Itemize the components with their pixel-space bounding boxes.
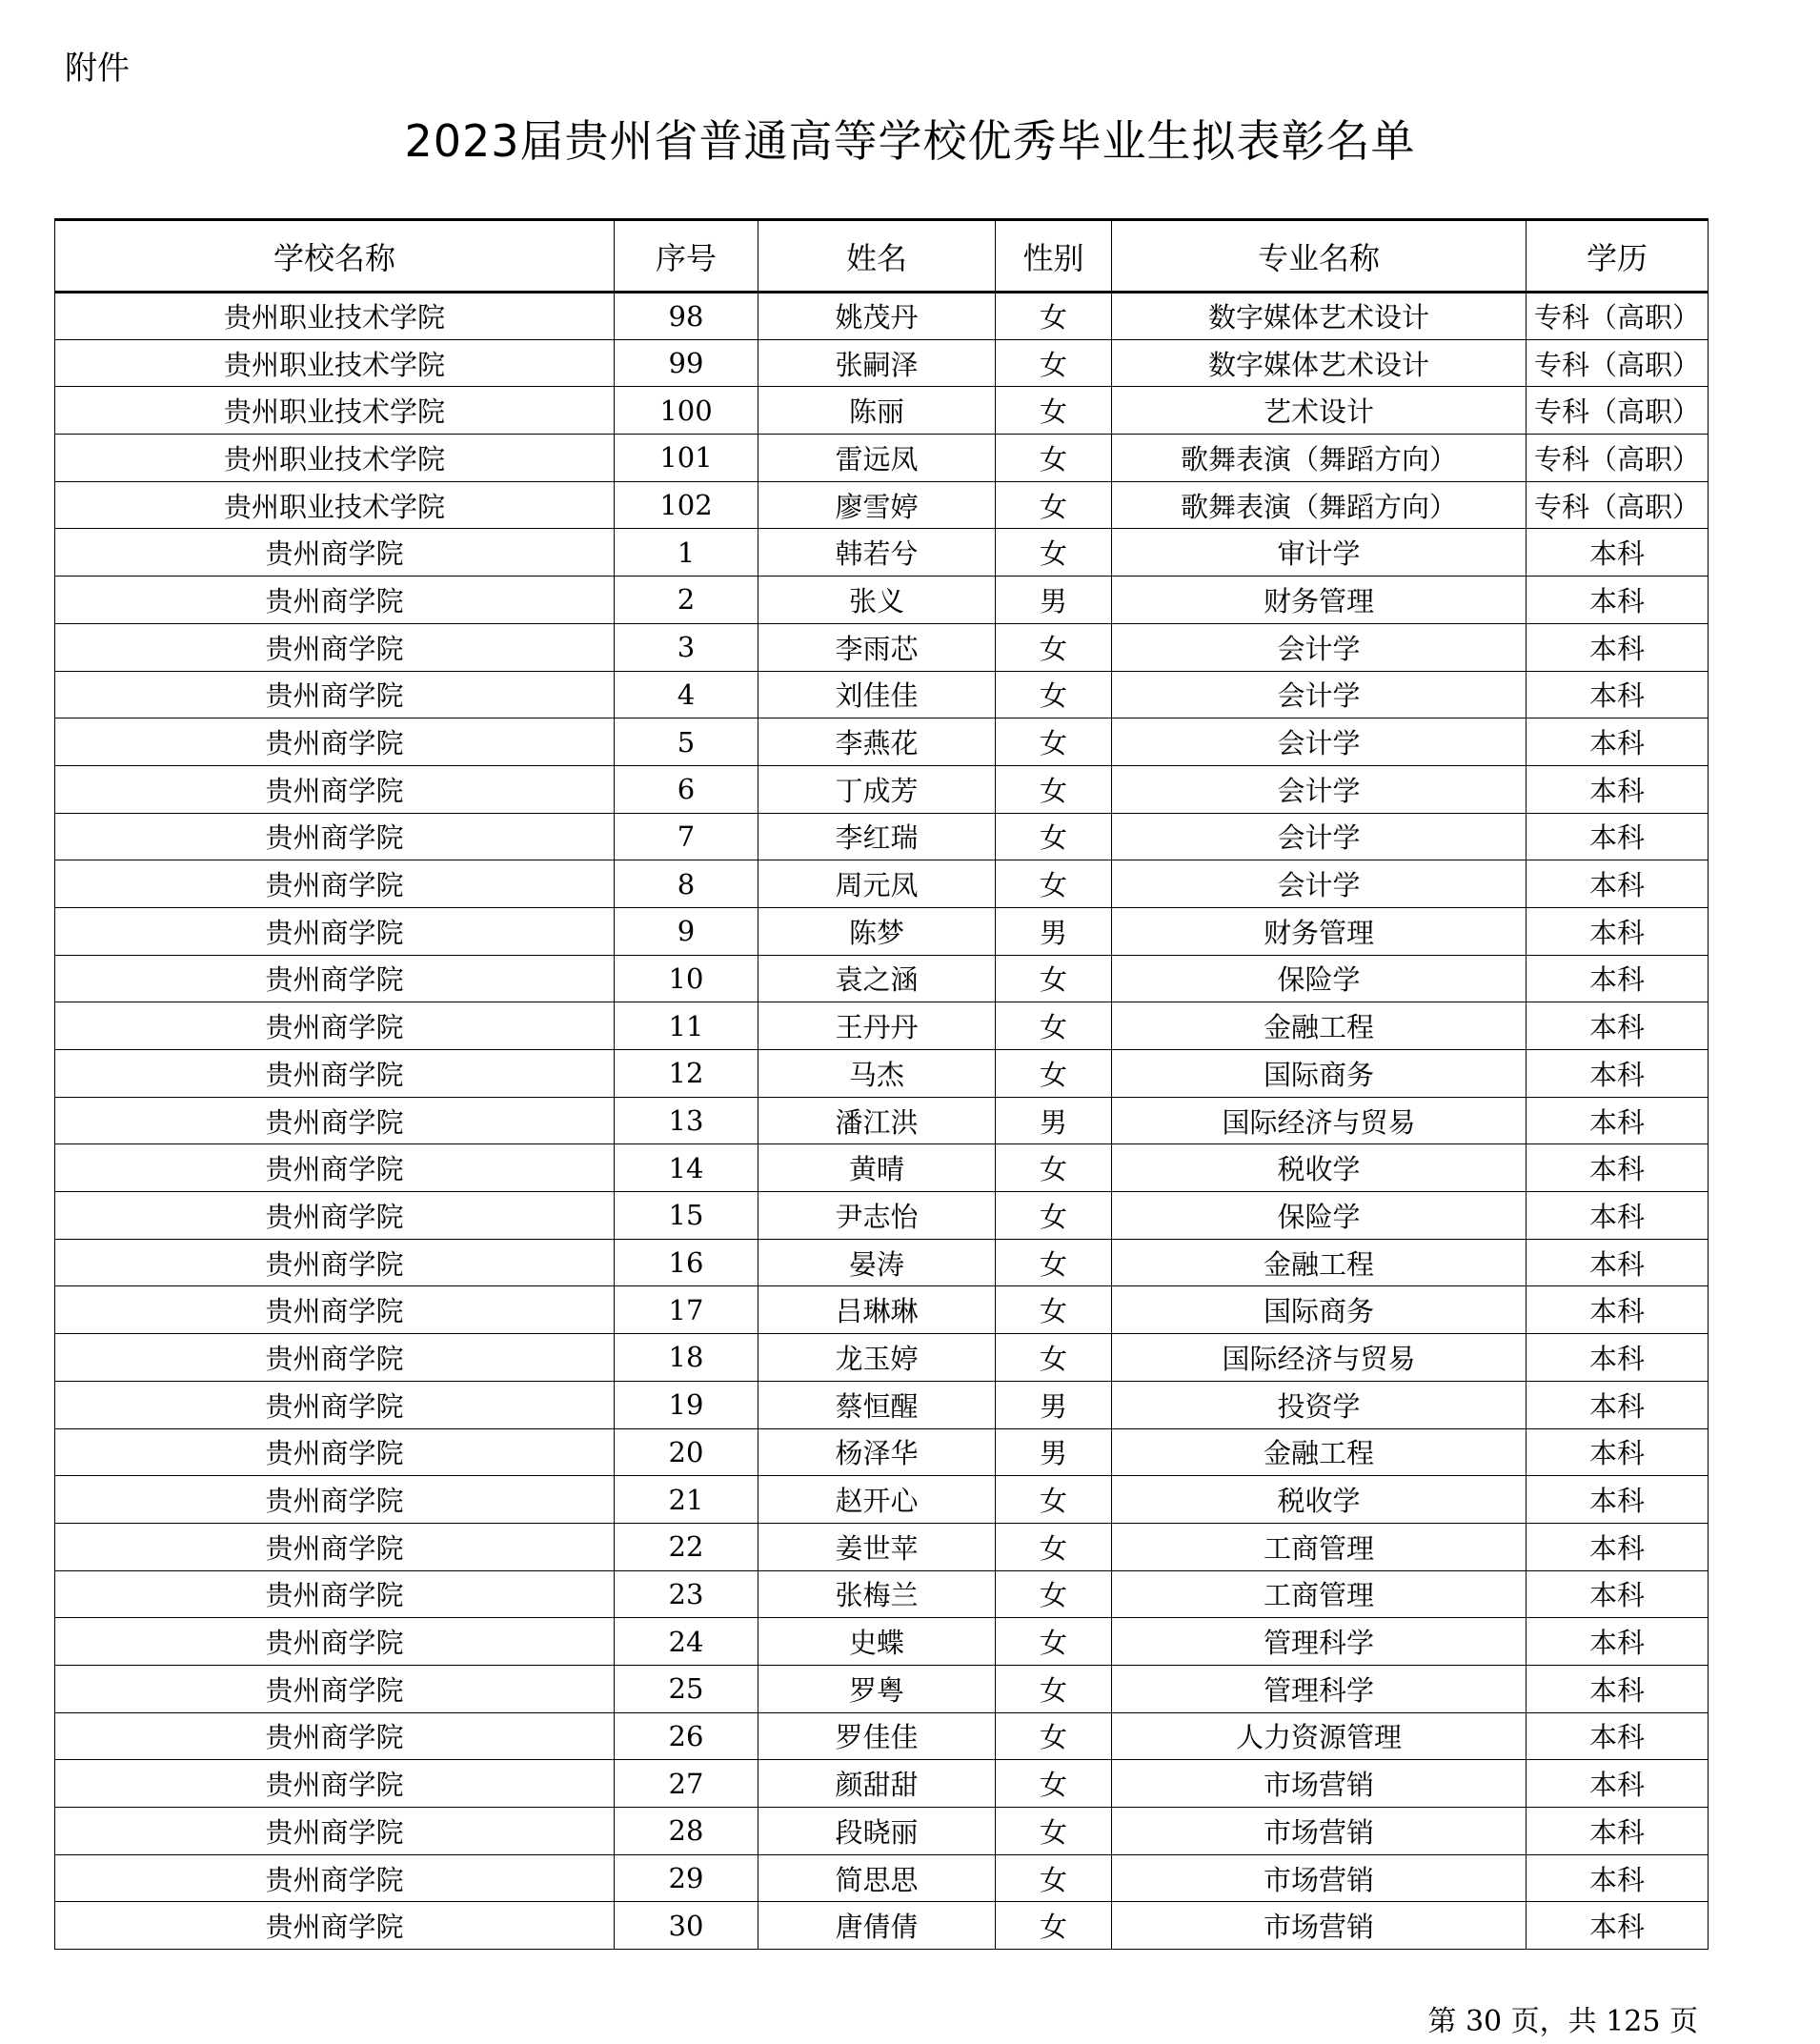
degree-cell: 本科 bbox=[1527, 1286, 1709, 1334]
table-row bbox=[55, 1618, 1709, 1666]
gender-cell: 女 bbox=[996, 718, 1112, 766]
table-row bbox=[55, 577, 1709, 624]
major-cell: 人力资源管理 bbox=[1112, 1712, 1527, 1760]
table-row bbox=[55, 671, 1709, 718]
table-row bbox=[55, 1476, 1709, 1524]
name-cell: 潘江洪 bbox=[758, 1097, 996, 1144]
column-header-number: 序号 bbox=[615, 220, 758, 293]
major-cell: 市场营销 bbox=[1112, 1760, 1527, 1808]
name-cell: 龙玉婷 bbox=[758, 1334, 996, 1382]
degree-cell: 本科 bbox=[1527, 623, 1709, 671]
gender-cell: 女 bbox=[996, 623, 1112, 671]
gender-cell: 女 bbox=[996, 1239, 1112, 1286]
name-cell: 蔡恒醒 bbox=[758, 1381, 996, 1428]
gender-cell: 女 bbox=[996, 1050, 1112, 1098]
degree-cell: 专科（高职） bbox=[1527, 387, 1709, 435]
column-header-major: 专业名称 bbox=[1112, 220, 1527, 293]
name-cell: 韩若兮 bbox=[758, 529, 996, 577]
table-row bbox=[55, 1570, 1709, 1618]
gender-cell: 男 bbox=[996, 907, 1112, 955]
name-cell: 张梅兰 bbox=[758, 1570, 996, 1618]
table-row bbox=[55, 435, 1709, 482]
gender-cell: 女 bbox=[996, 1854, 1112, 1902]
school-cell: 贵州商学院 bbox=[55, 1570, 615, 1618]
degree-cell: 本科 bbox=[1527, 1808, 1709, 1855]
degree-cell: 本科 bbox=[1527, 1334, 1709, 1382]
table-row bbox=[55, 1428, 1709, 1476]
school-cell: 贵州职业技术学院 bbox=[55, 339, 615, 387]
degree-cell: 本科 bbox=[1527, 813, 1709, 860]
number-cell: 7 bbox=[615, 813, 758, 860]
header-row bbox=[55, 220, 1709, 293]
school-cell: 贵州商学院 bbox=[55, 1428, 615, 1476]
gender-cell: 女 bbox=[996, 1902, 1112, 1950]
number-cell: 28 bbox=[615, 1808, 758, 1855]
page-number: 第 30 页，共 125 页 bbox=[1427, 2005, 1698, 2038]
school-cell: 贵州商学院 bbox=[55, 1476, 615, 1524]
major-cell: 管理科学 bbox=[1112, 1618, 1527, 1666]
number-cell: 4 bbox=[615, 671, 758, 718]
major-cell: 数字媒体艺术设计 bbox=[1112, 293, 1527, 340]
number-cell: 2 bbox=[615, 577, 758, 624]
name-cell: 袁之涵 bbox=[758, 955, 996, 1002]
table-row bbox=[55, 1192, 1709, 1240]
school-cell: 贵州商学院 bbox=[55, 1239, 615, 1286]
school-cell: 贵州商学院 bbox=[55, 813, 615, 860]
number-cell: 27 bbox=[615, 1760, 758, 1808]
school-cell: 贵州商学院 bbox=[55, 1050, 615, 1098]
degree-cell: 本科 bbox=[1527, 1902, 1709, 1950]
gender-cell: 男 bbox=[996, 1097, 1112, 1144]
column-header-school: 学校名称 bbox=[55, 220, 615, 293]
major-cell: 审计学 bbox=[1112, 529, 1527, 577]
name-cell: 罗佳佳 bbox=[758, 1712, 996, 1760]
number-cell: 12 bbox=[615, 1050, 758, 1098]
name-cell: 简思思 bbox=[758, 1854, 996, 1902]
school-cell: 贵州职业技术学院 bbox=[55, 293, 615, 340]
table-row bbox=[55, 481, 1709, 529]
degree-cell: 专科（高职） bbox=[1527, 293, 1709, 340]
table-row bbox=[55, 293, 1709, 340]
name-cell: 李雨芯 bbox=[758, 623, 996, 671]
major-cell: 税收学 bbox=[1112, 1144, 1527, 1192]
major-cell: 会计学 bbox=[1112, 860, 1527, 908]
degree-cell: 本科 bbox=[1527, 1192, 1709, 1240]
school-cell: 贵州商学院 bbox=[55, 671, 615, 718]
table-row bbox=[55, 1760, 1709, 1808]
name-cell: 陈丽 bbox=[758, 387, 996, 435]
degree-cell: 专科（高职） bbox=[1527, 481, 1709, 529]
school-cell: 贵州商学院 bbox=[55, 718, 615, 766]
column-header-gender: 性别 bbox=[996, 220, 1112, 293]
major-cell: 市场营销 bbox=[1112, 1808, 1527, 1855]
number-cell: 22 bbox=[615, 1523, 758, 1570]
gender-cell: 女 bbox=[996, 1665, 1112, 1712]
school-cell: 贵州商学院 bbox=[55, 955, 615, 1002]
major-cell: 财务管理 bbox=[1112, 577, 1527, 624]
column-header-name: 姓名 bbox=[758, 220, 996, 293]
major-cell: 市场营销 bbox=[1112, 1902, 1527, 1950]
major-cell: 会计学 bbox=[1112, 623, 1527, 671]
degree-cell: 专科（高职） bbox=[1527, 435, 1709, 482]
major-cell: 会计学 bbox=[1112, 813, 1527, 860]
number-cell: 13 bbox=[615, 1097, 758, 1144]
degree-cell: 本科 bbox=[1527, 765, 1709, 813]
degree-cell: 本科 bbox=[1527, 577, 1709, 624]
gender-cell: 女 bbox=[996, 1618, 1112, 1666]
gender-cell: 男 bbox=[996, 1381, 1112, 1428]
major-cell: 金融工程 bbox=[1112, 1428, 1527, 1476]
degree-cell: 本科 bbox=[1527, 1097, 1709, 1144]
table-row bbox=[55, 1381, 1709, 1428]
school-cell: 贵州商学院 bbox=[55, 1192, 615, 1240]
gender-cell: 男 bbox=[996, 1428, 1112, 1476]
table-row bbox=[55, 718, 1709, 766]
name-cell: 陈梦 bbox=[758, 907, 996, 955]
number-cell: 1 bbox=[615, 529, 758, 577]
name-cell: 廖雪婷 bbox=[758, 481, 996, 529]
table-row bbox=[55, 907, 1709, 955]
major-cell: 国际经济与贸易 bbox=[1112, 1334, 1527, 1382]
number-cell: 18 bbox=[615, 1334, 758, 1382]
major-cell: 国际商务 bbox=[1112, 1050, 1527, 1098]
gender-cell: 女 bbox=[996, 1144, 1112, 1192]
degree-cell: 本科 bbox=[1527, 1760, 1709, 1808]
name-cell: 晏涛 bbox=[758, 1239, 996, 1286]
page-title: 2023届贵州省普通高等学校优秀毕业生拟表彰名单 bbox=[404, 115, 1416, 167]
table-row bbox=[55, 1050, 1709, 1098]
school-cell: 贵州商学院 bbox=[55, 577, 615, 624]
name-cell: 杨泽华 bbox=[758, 1428, 996, 1476]
name-cell: 尹志怡 bbox=[758, 1192, 996, 1240]
gender-cell: 女 bbox=[996, 1570, 1112, 1618]
degree-cell: 本科 bbox=[1527, 529, 1709, 577]
gender-cell: 女 bbox=[996, 481, 1112, 529]
degree-cell: 本科 bbox=[1527, 1239, 1709, 1286]
name-cell: 王丹丹 bbox=[758, 1002, 996, 1050]
name-cell: 刘佳佳 bbox=[758, 671, 996, 718]
table-row bbox=[55, 623, 1709, 671]
number-cell: 25 bbox=[615, 1665, 758, 1712]
number-cell: 24 bbox=[615, 1618, 758, 1666]
table-row bbox=[55, 765, 1709, 813]
table-row bbox=[55, 529, 1709, 577]
table-row bbox=[55, 1097, 1709, 1144]
school-cell: 贵州商学院 bbox=[55, 1760, 615, 1808]
school-cell: 贵州职业技术学院 bbox=[55, 387, 615, 435]
table-row bbox=[55, 1144, 1709, 1192]
degree-cell: 本科 bbox=[1527, 1002, 1709, 1050]
major-cell: 歌舞表演（舞蹈方向） bbox=[1112, 435, 1527, 482]
gender-cell: 女 bbox=[996, 1760, 1112, 1808]
number-cell: 98 bbox=[615, 293, 758, 340]
school-cell: 贵州职业技术学院 bbox=[55, 435, 615, 482]
number-cell: 8 bbox=[615, 860, 758, 908]
name-cell: 吕琳琳 bbox=[758, 1286, 996, 1334]
name-cell: 周元凤 bbox=[758, 860, 996, 908]
table-row bbox=[55, 1854, 1709, 1902]
number-cell: 19 bbox=[615, 1381, 758, 1428]
degree-cell: 本科 bbox=[1527, 1570, 1709, 1618]
major-cell: 税收学 bbox=[1112, 1476, 1527, 1524]
number-cell: 102 bbox=[615, 481, 758, 529]
major-cell: 国际商务 bbox=[1112, 1286, 1527, 1334]
degree-cell: 本科 bbox=[1527, 671, 1709, 718]
degree-cell: 本科 bbox=[1527, 1050, 1709, 1098]
table-row bbox=[55, 813, 1709, 860]
name-cell: 姜世苹 bbox=[758, 1523, 996, 1570]
table-row bbox=[55, 1665, 1709, 1712]
degree-cell: 本科 bbox=[1527, 1854, 1709, 1902]
school-cell: 贵州商学院 bbox=[55, 1854, 615, 1902]
number-cell: 11 bbox=[615, 1002, 758, 1050]
name-cell: 张义 bbox=[758, 577, 996, 624]
number-cell: 9 bbox=[615, 907, 758, 955]
table-row bbox=[55, 955, 1709, 1002]
school-cell: 贵州商学院 bbox=[55, 623, 615, 671]
table-row bbox=[55, 1002, 1709, 1050]
school-cell: 贵州商学院 bbox=[55, 1618, 615, 1666]
name-cell: 丁成芳 bbox=[758, 765, 996, 813]
school-cell: 贵州商学院 bbox=[55, 1286, 615, 1334]
gender-cell: 女 bbox=[996, 860, 1112, 908]
degree-cell: 本科 bbox=[1527, 1144, 1709, 1192]
school-cell: 贵州商学院 bbox=[55, 1144, 615, 1192]
degree-cell: 本科 bbox=[1527, 907, 1709, 955]
degree-cell: 本科 bbox=[1527, 1712, 1709, 1760]
school-cell: 贵州商学院 bbox=[55, 1334, 615, 1382]
gender-cell: 女 bbox=[996, 955, 1112, 1002]
degree-cell: 本科 bbox=[1527, 860, 1709, 908]
name-cell: 唐倩倩 bbox=[758, 1902, 996, 1950]
column-header-degree: 学历 bbox=[1527, 220, 1709, 293]
major-cell: 数字媒体艺术设计 bbox=[1112, 339, 1527, 387]
table-row bbox=[55, 1523, 1709, 1570]
school-cell: 贵州商学院 bbox=[55, 1381, 615, 1428]
name-cell: 姚茂丹 bbox=[758, 293, 996, 340]
school-cell: 贵州职业技术学院 bbox=[55, 481, 615, 529]
number-cell: 101 bbox=[615, 435, 758, 482]
gender-cell: 女 bbox=[996, 1712, 1112, 1760]
number-cell: 20 bbox=[615, 1428, 758, 1476]
number-cell: 21 bbox=[615, 1476, 758, 1524]
school-cell: 贵州商学院 bbox=[55, 907, 615, 955]
major-cell: 国际经济与贸易 bbox=[1112, 1097, 1527, 1144]
degree-cell: 本科 bbox=[1527, 1428, 1709, 1476]
school-cell: 贵州商学院 bbox=[55, 529, 615, 577]
school-cell: 贵州商学院 bbox=[55, 1523, 615, 1570]
number-cell: 14 bbox=[615, 1144, 758, 1192]
name-cell: 雷远凤 bbox=[758, 435, 996, 482]
number-cell: 16 bbox=[615, 1239, 758, 1286]
name-cell: 赵开心 bbox=[758, 1476, 996, 1524]
school-cell: 贵州商学院 bbox=[55, 860, 615, 908]
gender-cell: 女 bbox=[996, 671, 1112, 718]
table-row bbox=[55, 1239, 1709, 1286]
degree-cell: 本科 bbox=[1527, 718, 1709, 766]
number-cell: 99 bbox=[615, 339, 758, 387]
gender-cell: 女 bbox=[996, 1334, 1112, 1382]
gender-cell: 女 bbox=[996, 1808, 1112, 1855]
gender-cell: 女 bbox=[996, 765, 1112, 813]
number-cell: 15 bbox=[615, 1192, 758, 1240]
table-body bbox=[55, 293, 1709, 1950]
number-cell: 23 bbox=[615, 1570, 758, 1618]
number-cell: 100 bbox=[615, 387, 758, 435]
school-cell: 贵州商学院 bbox=[55, 765, 615, 813]
major-cell: 财务管理 bbox=[1112, 907, 1527, 955]
major-cell: 会计学 bbox=[1112, 671, 1527, 718]
major-cell: 金融工程 bbox=[1112, 1239, 1527, 1286]
major-cell: 工商管理 bbox=[1112, 1570, 1527, 1618]
school-cell: 贵州商学院 bbox=[55, 1808, 615, 1855]
gender-cell: 女 bbox=[996, 435, 1112, 482]
degree-cell: 本科 bbox=[1527, 955, 1709, 1002]
number-cell: 5 bbox=[615, 718, 758, 766]
gender-cell: 女 bbox=[996, 1523, 1112, 1570]
major-cell: 保险学 bbox=[1112, 955, 1527, 1002]
gender-cell: 女 bbox=[996, 339, 1112, 387]
major-cell: 管理科学 bbox=[1112, 1665, 1527, 1712]
number-cell: 3 bbox=[615, 623, 758, 671]
school-cell: 贵州商学院 bbox=[55, 1002, 615, 1050]
number-cell: 10 bbox=[615, 955, 758, 1002]
gender-cell: 女 bbox=[996, 529, 1112, 577]
major-cell: 会计学 bbox=[1112, 765, 1527, 813]
number-cell: 6 bbox=[615, 765, 758, 813]
gender-cell: 女 bbox=[996, 1476, 1112, 1524]
table-row bbox=[55, 1902, 1709, 1950]
number-cell: 17 bbox=[615, 1286, 758, 1334]
name-cell: 史蝶 bbox=[758, 1618, 996, 1666]
name-cell: 罗粤 bbox=[758, 1665, 996, 1712]
school-cell: 贵州商学院 bbox=[55, 1902, 615, 1950]
major-cell: 保险学 bbox=[1112, 1192, 1527, 1240]
gender-cell: 女 bbox=[996, 293, 1112, 340]
name-cell: 李红瑞 bbox=[758, 813, 996, 860]
gender-cell: 女 bbox=[996, 1286, 1112, 1334]
degree-cell: 本科 bbox=[1527, 1665, 1709, 1712]
gender-cell: 女 bbox=[996, 1192, 1112, 1240]
name-cell: 马杰 bbox=[758, 1050, 996, 1098]
degree-cell: 本科 bbox=[1527, 1381, 1709, 1428]
major-cell: 工商管理 bbox=[1112, 1523, 1527, 1570]
major-cell: 金融工程 bbox=[1112, 1002, 1527, 1050]
table-row bbox=[55, 1808, 1709, 1855]
name-cell: 李燕花 bbox=[758, 718, 996, 766]
table-row bbox=[55, 387, 1709, 435]
number-cell: 29 bbox=[615, 1854, 758, 1902]
name-cell: 张嗣泽 bbox=[758, 339, 996, 387]
gender-cell: 女 bbox=[996, 1002, 1112, 1050]
major-cell: 会计学 bbox=[1112, 718, 1527, 766]
major-cell: 歌舞表演（舞蹈方向） bbox=[1112, 481, 1527, 529]
table-row bbox=[55, 1712, 1709, 1760]
degree-cell: 专科（高职） bbox=[1527, 339, 1709, 387]
degree-cell: 本科 bbox=[1527, 1618, 1709, 1666]
gender-cell: 女 bbox=[996, 387, 1112, 435]
school-cell: 贵州商学院 bbox=[55, 1097, 615, 1144]
table-row bbox=[55, 1334, 1709, 1382]
name-cell: 颜甜甜 bbox=[758, 1760, 996, 1808]
major-cell: 市场营销 bbox=[1112, 1854, 1527, 1902]
table-header bbox=[55, 220, 1709, 293]
attachment-label: 附件 bbox=[65, 50, 130, 88]
major-cell: 投资学 bbox=[1112, 1381, 1527, 1428]
gender-cell: 男 bbox=[996, 577, 1112, 624]
honoree-table bbox=[54, 218, 1709, 1950]
school-cell: 贵州商学院 bbox=[55, 1712, 615, 1760]
degree-cell: 本科 bbox=[1527, 1476, 1709, 1524]
degree-cell: 本科 bbox=[1527, 1523, 1709, 1570]
school-cell: 贵州商学院 bbox=[55, 1665, 615, 1712]
gender-cell: 女 bbox=[996, 813, 1112, 860]
number-cell: 26 bbox=[615, 1712, 758, 1760]
number-cell: 30 bbox=[615, 1902, 758, 1950]
table-row bbox=[55, 860, 1709, 908]
major-cell: 艺术设计 bbox=[1112, 387, 1527, 435]
name-cell: 段晓丽 bbox=[758, 1808, 996, 1855]
table-row bbox=[55, 339, 1709, 387]
name-cell: 黄晴 bbox=[758, 1144, 996, 1192]
table-row bbox=[55, 1286, 1709, 1334]
